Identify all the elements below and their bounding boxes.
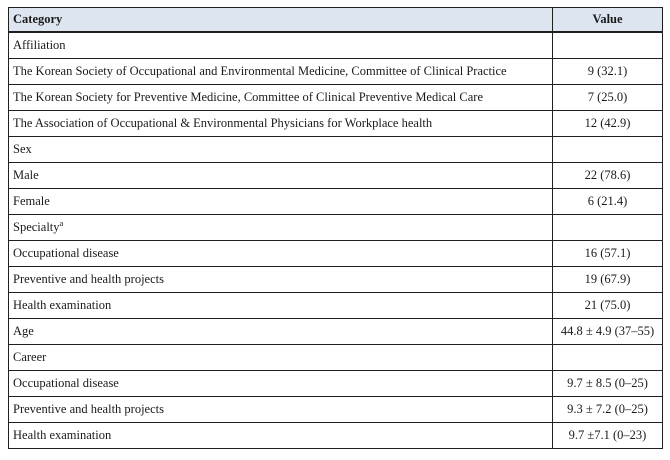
category-cell	[9, 267, 553, 293]
category-label: Preventive and health projects	[13, 272, 164, 286]
category-cell	[9, 397, 553, 423]
table-container	[8, 7, 662, 449]
category-cell	[9, 371, 553, 397]
category-label: Occupational disease	[13, 246, 119, 260]
category-cell	[9, 111, 553, 137]
value-cell: 9 (32.1)	[553, 59, 663, 85]
footnote-marker: a	[59, 218, 64, 228]
category-label: The Korean Society of Occupational and Environmental Medicine, Committee of Clinical Practice	[13, 64, 507, 78]
value-cell: 19 (67.9)	[553, 267, 663, 293]
value-cell: 6 (21.4)	[553, 189, 663, 215]
category-cell	[9, 423, 553, 449]
category-label: The Association of Occupational & Environmental Physicians for Workplace health	[13, 116, 433, 130]
table-row	[9, 319, 663, 345]
table-row	[9, 345, 663, 371]
category-cell	[9, 137, 553, 163]
category-label: Health examination	[13, 298, 112, 312]
category-label: Career	[13, 350, 47, 364]
table-row	[9, 189, 663, 215]
value-cell: 12 (42.9)	[553, 111, 663, 137]
table-row	[9, 267, 663, 293]
value-cell	[553, 137, 663, 163]
category-label: Preventive and health projects	[13, 402, 164, 416]
category-label: Specialty	[13, 220, 60, 234]
table-row	[9, 397, 663, 423]
category-cell	[9, 189, 553, 215]
value-cell: 22 (78.6)	[553, 163, 663, 189]
category-cell	[9, 215, 553, 241]
value-cell	[553, 345, 663, 371]
value-cell: 9.3 ± 7.2 (0–25)	[553, 397, 663, 423]
category-cell	[9, 163, 553, 189]
table-row	[9, 137, 663, 163]
table-row	[9, 59, 663, 85]
table-row	[9, 293, 663, 319]
category-cell	[9, 293, 553, 319]
value-cell: 16 (57.1)	[553, 241, 663, 267]
column-header-value: Value	[553, 8, 663, 33]
value-cell	[553, 32, 663, 59]
value-cell: 21 (75.0)	[553, 293, 663, 319]
category-cell	[9, 319, 553, 345]
table-row	[9, 371, 663, 397]
value-cell: 7 (25.0)	[553, 85, 663, 111]
table-row	[9, 111, 663, 137]
value-cell: 9.7 ±7.1 (0–23)	[553, 423, 663, 449]
value-cell: 44.8 ± 4.9 (37–55)	[553, 319, 663, 345]
table-row	[9, 423, 663, 449]
category-label: Male	[13, 168, 39, 182]
value-cell	[553, 215, 663, 241]
table-row	[9, 215, 663, 241]
category-label: Female	[13, 194, 50, 208]
category-label: The Korean Society for Preventive Medicine, Committee of Clinical Preventive Medical Care	[13, 90, 483, 104]
table-row	[9, 32, 663, 59]
category-cell	[9, 85, 553, 111]
value-cell: 9.7 ± 8.5 (0–25)	[553, 371, 663, 397]
data-table	[8, 7, 663, 449]
category-cell	[9, 345, 553, 371]
category-label: Occupational disease	[13, 376, 119, 390]
category-label: Age	[13, 324, 34, 338]
category-label: Health examination	[13, 428, 112, 442]
category-cell	[9, 241, 553, 267]
column-header-category: Category	[9, 8, 553, 33]
category-cell	[9, 32, 553, 59]
category-cell	[9, 59, 553, 85]
table-row	[9, 241, 663, 267]
category-label: Sex	[13, 142, 32, 156]
table-row	[9, 85, 663, 111]
header-row	[9, 8, 663, 33]
table-row	[9, 163, 663, 189]
category-label: Affiliation	[13, 38, 66, 52]
